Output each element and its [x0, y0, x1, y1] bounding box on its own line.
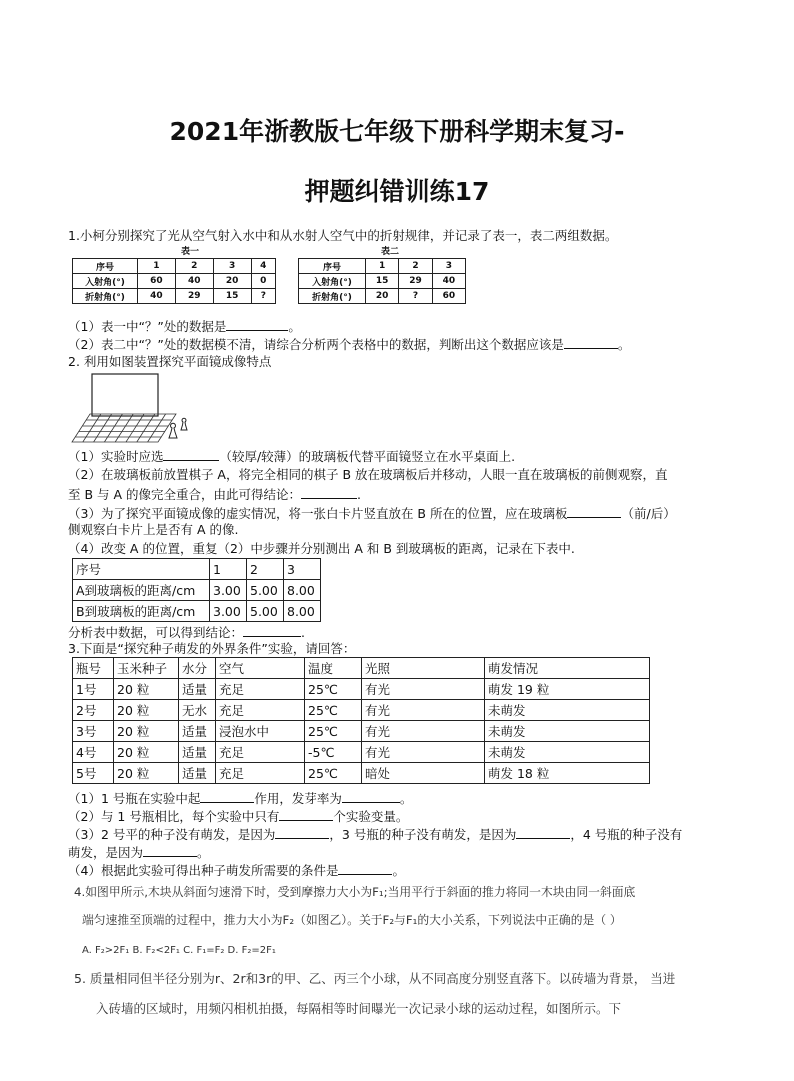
answer-blank[interactable]	[301, 486, 357, 499]
table-cell: 60	[138, 274, 176, 289]
table-cell: 20 粒	[114, 679, 179, 700]
table-cell: 适量	[179, 721, 216, 742]
page-title-line1: 2021年浙教版七年级下册科学期末复习-	[169, 117, 625, 146]
table-cell: 0	[251, 274, 275, 289]
table-row	[73, 658, 650, 679]
answer-blank[interactable]	[567, 505, 621, 518]
q1-table2	[298, 258, 466, 304]
answer-blank[interactable]	[143, 844, 197, 857]
q3-part1: （1）1 号瓶在实验中起 作用，发芽率为 。	[68, 791, 413, 806]
table-cell: 水分	[179, 658, 216, 679]
table-cell: 5.00	[247, 601, 284, 622]
table-cell: 25℃	[305, 763, 362, 784]
table-cell: 8.00	[284, 601, 321, 622]
table-cell: 适量	[179, 679, 216, 700]
table-cell: 8.00	[284, 580, 321, 601]
q3-part3-line1: （3）2 号平的种子没有萌发，是因为 ，3 号瓶的种子没有萌发，是因为 ，4 号瓶的种子没有	[68, 827, 683, 842]
q4-line2: 端匀速推至顶端的过程中，推力大小为F₂（如图乙）。关于F₂与F₁的大小关系，下列说法中正确的是（ ）	[82, 913, 622, 927]
table-row	[73, 601, 321, 622]
q2-part3-line1: （3）为了探究平面镜成像的虚实情况，将一张白卡片竖直放在 B 所在的位置，应在玻璃板 （前/后）	[68, 506, 676, 521]
answer-blank[interactable]	[279, 808, 333, 821]
table-cell: 适量	[179, 742, 216, 763]
table-cell: 40	[138, 289, 176, 304]
table-cell: 充足	[216, 679, 305, 700]
answer-blank[interactable]	[516, 826, 570, 839]
q3-germination-table	[72, 657, 650, 784]
q2-distance-table	[72, 558, 321, 622]
table-cell: ?	[399, 289, 432, 304]
table-cell: 3	[284, 559, 321, 580]
table-row	[73, 679, 650, 700]
table-cell: 折射角(°)	[73, 289, 138, 304]
page-title-line2: 押题纠错训练17	[304, 177, 490, 206]
table-cell: 序号	[73, 559, 210, 580]
table-row	[73, 763, 650, 784]
table-cell: 充足	[216, 763, 305, 784]
table-cell: -5℃	[305, 742, 362, 763]
table-cell: 空气	[216, 658, 305, 679]
answer-blank[interactable]	[226, 318, 288, 331]
table-row	[73, 742, 650, 763]
table-cell: 萌发情况	[485, 658, 650, 679]
table-cell: 入射角(°)	[299, 274, 366, 289]
table-cell: 适量	[179, 763, 216, 784]
table-cell: 未萌发	[485, 742, 650, 763]
table-cell: 40	[432, 274, 465, 289]
table-cell: 无水	[179, 700, 216, 721]
table-cell: 29	[175, 289, 213, 304]
table-cell: 25℃	[305, 700, 362, 721]
q2-conclusion: 分析表中数据，可以得到结论： .	[68, 625, 305, 640]
table-row	[73, 559, 321, 580]
q5-line2: 入砖墙的区域时，用频闪相机拍摄，每隔相等时间曝光一次记录小球的运动过程，如图所示。下	[96, 1001, 622, 1016]
q2-part2-line2: 至 B 与 A 的像完全重合，由此可得结论： .	[68, 487, 362, 502]
table-cell: 暗处	[362, 763, 485, 784]
table-cell: 3号	[73, 721, 114, 742]
table-cell: 入射角(°)	[73, 274, 138, 289]
table-cell: 15	[213, 289, 251, 304]
table-cell: 3.00	[210, 580, 247, 601]
table-cell: 有光	[362, 700, 485, 721]
table-row	[73, 274, 276, 289]
answer-blank[interactable]	[564, 336, 618, 349]
table-cell: B到玻璃板的距离/cm	[73, 601, 210, 622]
table-cell: 20 粒	[114, 721, 179, 742]
table-cell: 29	[399, 274, 432, 289]
q2-part4: （4）改变 A 的位置，重复（2）中步骤并分别测出 A 和 B 到玻璃板的距离，记录在下表中.	[68, 541, 575, 556]
table-cell: 1	[210, 559, 247, 580]
table-cell: 40	[175, 274, 213, 289]
table-cell: 温度	[305, 658, 362, 679]
answer-blank[interactable]	[275, 826, 329, 839]
answer-blank[interactable]	[200, 790, 254, 803]
q2-part3-line2: 侧观察白卡片上是否有 A 的像.	[68, 522, 239, 537]
q4-options: A. F₂>2F₁ B. F₂<2F₁ C. F₁=F₂ D. F₂=2F₁	[82, 945, 276, 956]
table-cell: 充足	[216, 742, 305, 763]
table-cell: 充足	[216, 700, 305, 721]
table-cell: 20	[213, 274, 251, 289]
table-row	[73, 721, 650, 742]
table-cell: 未萌发	[485, 721, 650, 742]
table-cell: 25℃	[305, 721, 362, 742]
mirror-experiment-figure	[68, 372, 188, 446]
table-cell: 60	[432, 289, 465, 304]
table-cell: 浸泡水中	[216, 721, 305, 742]
table-cell: 折射角(°)	[299, 289, 366, 304]
table-cell: 2	[399, 259, 432, 274]
q2-part2-line1: （2）在玻璃板前放置棋子 A，将完全相同的棋子 B 放在玻璃板后并移动，人眼一直在玻璃板的前侧观察，直	[68, 467, 668, 482]
answer-blank[interactable]	[163, 448, 219, 461]
table-cell: 5.00	[247, 580, 284, 601]
table-cell: 20 粒	[114, 742, 179, 763]
table-cell: 25℃	[305, 679, 362, 700]
q2-stem: 2. 利用如图装置探究平面镜成像特点	[68, 354, 272, 369]
table-cell: 未萌发	[485, 700, 650, 721]
table-cell: 有光	[362, 742, 485, 763]
table-cell: 15	[366, 274, 399, 289]
table-row	[73, 289, 276, 304]
table-cell: 1	[366, 259, 399, 274]
table-cell: 3	[213, 259, 251, 274]
table-cell: 4号	[73, 742, 114, 763]
q5-line1: 5. 质量相同但半径分别为r、2r和3r的甲、乙、丙三个小球，从不同高度分别竖直落下。以砖墙为背景， 当进	[74, 971, 676, 986]
table-cell: 20 粒	[114, 763, 179, 784]
table-cell: 玉米种子	[114, 658, 179, 679]
q1-table2-caption: 表二	[380, 247, 399, 257]
table-cell: 20 粒	[114, 700, 179, 721]
q1-table1-caption: 表一	[180, 247, 199, 257]
table-cell: 1号	[73, 679, 114, 700]
q1-stem: 1.小柯分别探究了光从空气射入水中和从水射人空气中的折射规律，并记录了表一，表二两组数据。	[68, 228, 618, 243]
table-cell: 光照	[362, 658, 485, 679]
table-row	[73, 259, 276, 274]
answer-blank[interactable]	[243, 624, 301, 637]
table-cell: 2号	[73, 700, 114, 721]
table-row	[299, 274, 466, 289]
table-row	[299, 289, 466, 304]
answer-blank[interactable]	[338, 862, 392, 875]
q3-part3-line2: 萌发，是因为 。	[68, 845, 210, 860]
table-row	[73, 700, 650, 721]
table-cell: 序号	[299, 259, 366, 274]
q3-part2: （2）与 1 号瓶相比，每个实验中只有 个实验变量。	[68, 809, 409, 824]
table-cell: 2	[247, 559, 284, 580]
q4-line1: 4.如图甲所示,木块从斜面匀速滑下时，受到摩擦力大小为F₁;当用平行于斜面的推力将同一木块由同一斜面底	[74, 885, 636, 899]
q3-part4: （4）根据此实验可得出种子萌发所需要的条件是 。	[68, 863, 405, 878]
table-cell: 4	[251, 259, 275, 274]
q2-part1: （1）实验时应选 （较厚/较薄）的玻璃板代替平面镜竖立在水平桌面上.	[68, 449, 516, 464]
table-cell: 有光	[362, 721, 485, 742]
answer-blank[interactable]	[342, 790, 400, 803]
table-cell: 20	[366, 289, 399, 304]
table-cell: 3.00	[210, 601, 247, 622]
q3-stem: 3.下面是“探究种子萌发的外界条件”实验，请回答：	[68, 641, 356, 656]
table-row	[299, 259, 466, 274]
q1-part2: （2）表二中“？”处的数据模不清，请综合分析两个表格中的数据，判断出这个数据应该是 。	[68, 337, 631, 352]
table-cell: ?	[251, 289, 275, 304]
table-cell: 序号	[73, 259, 138, 274]
table-cell: 有光	[362, 679, 485, 700]
table-cell: 5号	[73, 763, 114, 784]
table-cell: 萌发 19 粒	[485, 679, 650, 700]
table-cell: 3	[432, 259, 465, 274]
table-cell: 萌发 18 粒	[485, 763, 650, 784]
table-cell: 1	[138, 259, 176, 274]
table-cell: 瓶号	[73, 658, 114, 679]
q1-part1: （1）表一中“？”处的数据是 。	[68, 319, 301, 334]
table-cell: 2	[175, 259, 213, 274]
table-row	[73, 580, 321, 601]
q1-table1	[72, 258, 276, 304]
table-cell: A到玻璃板的距离/cm	[73, 580, 210, 601]
